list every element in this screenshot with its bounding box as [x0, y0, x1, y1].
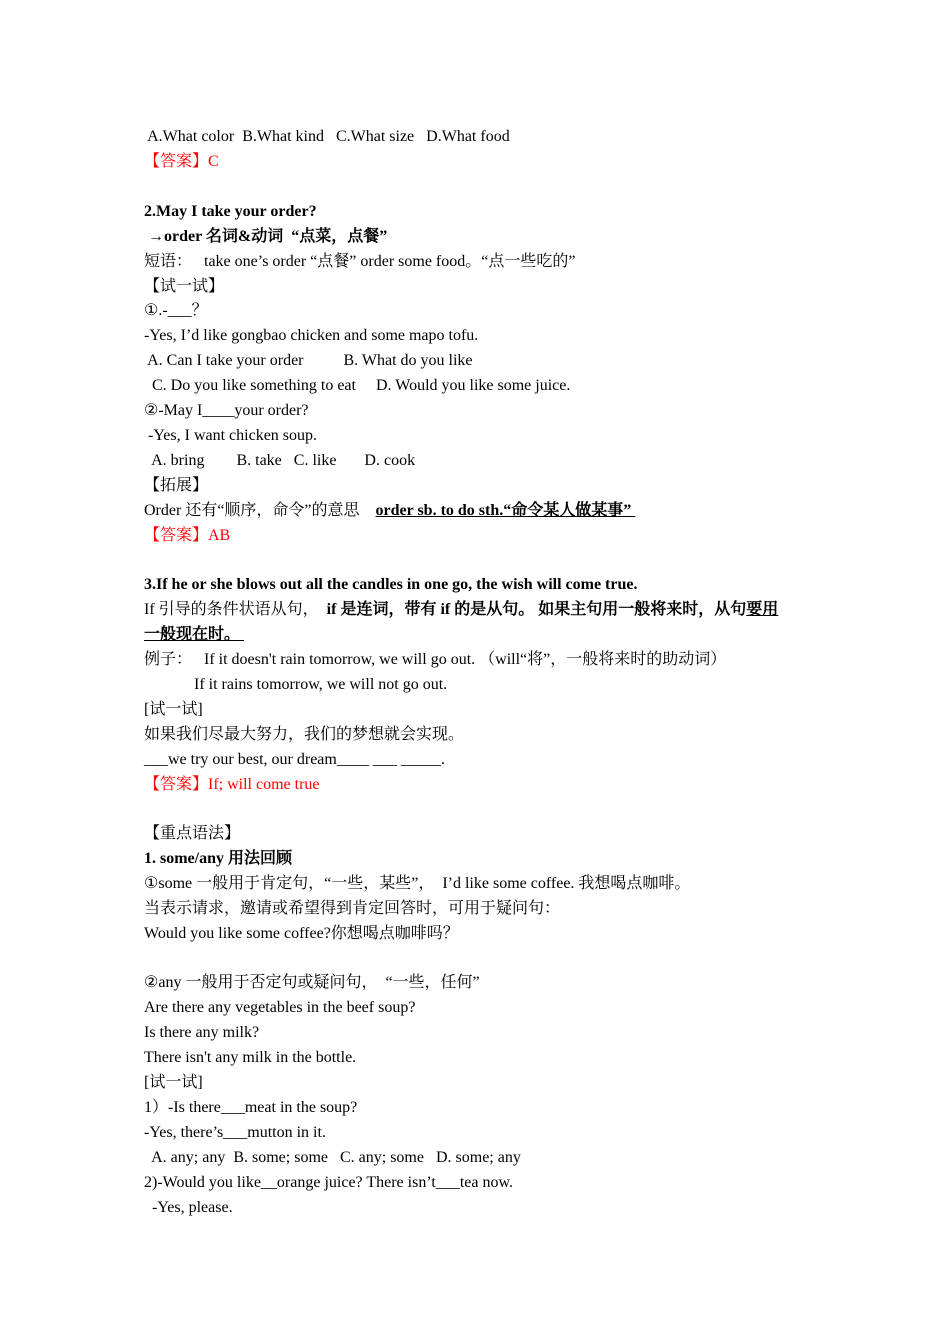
rule-plain: If 引导的条件状语从句，	[144, 601, 327, 618]
exercise-prompt: 1）-Is there___meat in the soup?	[144, 1099, 358, 1116]
try-label: 【试一试】	[144, 278, 225, 295]
vocab-note: →order 名词&动词 “点菜，点餐”	[144, 228, 388, 245]
grammar-line: Would you like some coffee?你想喝点咖啡吗？	[144, 925, 459, 942]
exercise-options: A. Can I take your order B. What do you like	[144, 352, 473, 369]
exercise-prompt: ②-May I____your order?	[144, 402, 309, 419]
rule-bold: if 是连词，带有 if 的是从句。 如果主句用一般将来时，从句	[326, 601, 747, 618]
phrase-line: 短语： take one’s order “点餐” order some food。“点一些吃的”	[144, 253, 576, 270]
exercise-options: A. any; any B. some; some C. any; some D. some; any	[144, 1149, 521, 1166]
question-options: A.What color B.What kind C.What size D.What food	[144, 128, 510, 145]
grammar-heading: 【重点语法】	[144, 825, 241, 842]
exercise-blank-line: ___we try our best, our dream____ ___ _____.	[144, 751, 445, 768]
extend-line	[144, 501, 635, 521]
grammar-title: 1. some/any 用法回顾	[144, 850, 293, 867]
grammar-line: ①some 一般用于肯定句，“一些，某些”， I’d like some coffee. 我想喝点咖啡。	[144, 875, 691, 892]
exercise-options: C. Do you like something to eat D. Would you like some juice.	[144, 377, 571, 394]
answer-label: 【答案】If; will come true	[144, 776, 320, 793]
try-label: [试一试]	[144, 1074, 203, 1091]
exercise-prompt: ①.-___？	[144, 302, 208, 319]
grammar-line: There isn't any milk in the bottle.	[144, 1049, 357, 1066]
extend-label: 【拓展】	[144, 477, 209, 494]
exercise-reply: -Yes, please.	[144, 1199, 233, 1216]
exercise-prompt: 2)-Would you like__orange juice? There isn’t___tea now.	[144, 1174, 513, 1191]
exercise-reply: -Yes, there’s___mutton in it.	[144, 1124, 326, 1141]
extend-phrase: order sb. to do sth.“命令某人做某事”	[375, 502, 636, 519]
try-label: [试一试]	[144, 701, 203, 718]
extend-text: Order 还有“顺序，命令”的意思	[144, 502, 376, 519]
section-title: 2.May I take your order?	[144, 203, 317, 220]
section-title: 3.If he or she blows out all the candles in one go, the wish will come true.	[144, 576, 638, 593]
exercise-reply: -Yes, I’d like gongbao chicken and some mapo tofu.	[144, 327, 479, 344]
grammar-line: Are there any vegetables in the beef soup?	[144, 999, 416, 1016]
answer-label: 【答案】C	[144, 153, 219, 170]
answer-label: 【答案】AB	[144, 527, 231, 544]
grammar-line: ②any 一般用于否定句或疑问句， “一些，任何”	[144, 974, 480, 991]
example-line: 例子： If it doesn't rain tomorrow, we will go out. （will“将”，一般将来时的助动词）	[144, 651, 727, 668]
exercise-options: A. bring B. take C. like D. cook	[144, 452, 416, 469]
rule-underlined: 一般现在时。	[144, 626, 245, 643]
rule-underlined: 要用	[746, 601, 779, 618]
example-line: If it rains tomorrow, we will not go out.	[194, 676, 448, 693]
grammar-line: Is there any milk?	[144, 1024, 260, 1041]
exercise-sentence: 如果我们尽最大努力，我们的梦想就会实现。	[144, 726, 465, 743]
exercise-reply: -Yes, I want chicken soup.	[144, 427, 318, 444]
grammar-rule	[144, 600, 778, 620]
grammar-line: 当表示请求，邀请或希望得到肯定回答时，可用于疑问句：	[144, 900, 561, 917]
